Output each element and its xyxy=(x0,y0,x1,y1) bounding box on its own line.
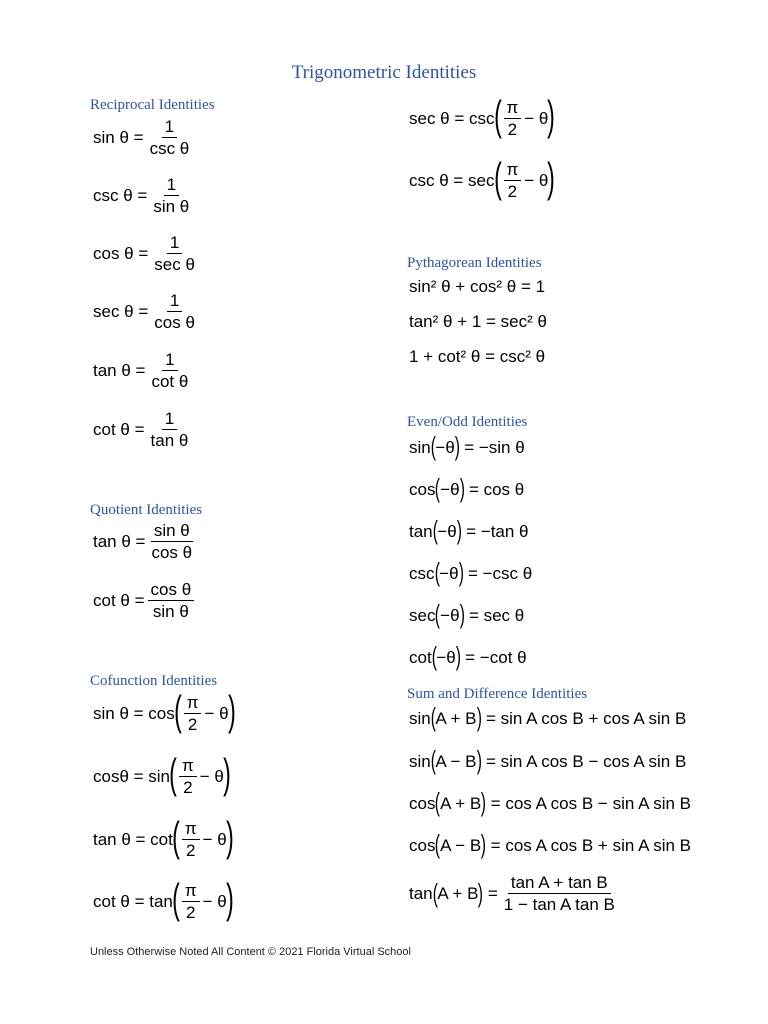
left-paren: ( xyxy=(432,877,438,908)
equation-lhs: sec θ = csc xyxy=(409,108,495,128)
heading-reciprocal: Reciprocal Identities xyxy=(90,97,215,113)
denominator: 2 xyxy=(507,119,518,139)
function-name: cos xyxy=(409,793,436,813)
right-paren: ) xyxy=(225,813,234,860)
numerator: sin θ xyxy=(151,522,193,542)
right-paren: ) xyxy=(454,431,460,461)
left-paren: ( xyxy=(172,875,180,922)
equation-rhs: = cos θ xyxy=(468,479,525,499)
equation-rhs: = −csc θ xyxy=(467,563,533,583)
left-paren: ( xyxy=(169,750,177,797)
left-paren: ( xyxy=(430,702,436,732)
equation-lhs: cosθ = sin xyxy=(93,766,171,786)
numerator: π xyxy=(504,99,522,119)
equation-tail: − θ xyxy=(204,703,229,723)
even-odd-identity xyxy=(409,431,525,461)
numerator: π xyxy=(182,882,200,902)
pythagorean-identity: 1 + cot² θ = csc² θ xyxy=(409,347,546,366)
sum-difference-identity xyxy=(409,745,687,775)
fraction xyxy=(148,410,192,449)
left-paren: ( xyxy=(493,154,502,201)
numerator: 1 xyxy=(167,292,182,312)
heading-pythagorean: Pythagorean Identities xyxy=(407,255,542,271)
equation-tail: − θ xyxy=(199,766,224,786)
reciprocal-identity xyxy=(93,292,201,331)
equation-rhs: = sin A cos B + cos A sin B xyxy=(485,708,687,728)
equation-rhs: = −sin θ xyxy=(464,437,525,457)
denominator: 1 − tan A tan B xyxy=(503,895,615,914)
left-paren: ( xyxy=(432,515,438,545)
equation-lhs: tan θ = xyxy=(93,532,146,551)
pythagorean-identity: tan² θ + 1 = sec² θ xyxy=(409,312,547,331)
cofunction-identity xyxy=(93,687,236,734)
right-paren: ) xyxy=(456,515,462,545)
argument: −θ xyxy=(439,563,459,583)
even-odd-identity xyxy=(409,557,533,587)
argument: −θ xyxy=(435,437,455,457)
reciprocal-identity xyxy=(93,410,194,449)
even-odd-identity xyxy=(409,641,527,671)
reciprocal-identity xyxy=(93,234,201,273)
cofunction-identity xyxy=(93,875,234,922)
right-paren: ) xyxy=(476,745,482,775)
numerator: 1 xyxy=(162,410,177,430)
footer-copyright: Unless Otherwise Noted All Content © 2021 Florida Virtual School xyxy=(90,946,411,958)
left-paren: ( xyxy=(430,431,436,461)
heading-cofunction: Cofunction Identities xyxy=(90,673,218,689)
numerator: π xyxy=(179,757,197,777)
reciprocal-identity xyxy=(93,351,194,390)
function-name: tan xyxy=(409,521,433,541)
equation-tail: − θ xyxy=(524,108,549,128)
right-paren: ) xyxy=(459,599,465,629)
left-paren: ( xyxy=(493,92,502,139)
left-paren: ( xyxy=(434,557,440,587)
equation-lhs: sin θ = cos xyxy=(93,703,175,723)
left-paren: ( xyxy=(430,745,436,775)
even-odd-identity xyxy=(409,473,525,503)
equals-sign: = xyxy=(487,884,498,903)
argument: A + B xyxy=(437,884,479,903)
equation-rhs: = −tan θ xyxy=(466,521,529,541)
equation-lhs: tan θ = xyxy=(93,361,146,380)
denominator: 2 xyxy=(507,181,518,201)
equation-rhs: = sin A cos B − cos A sin B xyxy=(485,751,687,771)
denominator: cos θ xyxy=(154,313,195,332)
equation-lhs: sin θ = xyxy=(93,128,144,147)
page-title: Trigonometric Identities xyxy=(291,62,477,83)
reciprocal-identity xyxy=(93,176,195,215)
denominator: csc θ xyxy=(149,139,190,158)
right-paren: ) xyxy=(459,473,465,503)
equation-rhs: = cos A cos B + sin A sin B xyxy=(490,835,692,855)
equation-lhs: cos θ = xyxy=(93,244,149,263)
numerator: 1 xyxy=(167,234,182,254)
fraction xyxy=(179,757,197,796)
cofunction-identity xyxy=(93,813,234,860)
fraction xyxy=(182,820,200,859)
function-name: sin xyxy=(409,751,431,771)
right-paren: ) xyxy=(547,92,556,139)
fraction xyxy=(148,351,191,390)
denominator: sec θ xyxy=(154,255,195,274)
fraction xyxy=(151,234,198,273)
left-paren: ( xyxy=(172,813,180,860)
function-name: sec xyxy=(409,605,436,625)
equation-rhs: = sec θ xyxy=(468,605,525,625)
equation-lhs: csc θ = xyxy=(93,186,148,205)
numerator: 1 xyxy=(162,351,177,371)
sum-difference-identity xyxy=(409,829,692,859)
denominator: cos θ xyxy=(151,543,193,562)
cofunction-identity xyxy=(409,154,556,201)
fraction xyxy=(148,581,195,620)
denominator: tan θ xyxy=(150,431,189,450)
function-name: cot xyxy=(409,647,432,667)
left-paren: ( xyxy=(431,641,437,671)
fraction xyxy=(147,118,193,157)
heading-even-odd: Even/Odd Identities xyxy=(407,414,528,430)
numerator: 1 xyxy=(164,176,179,196)
fraction xyxy=(150,176,192,215)
function-name: cos xyxy=(409,835,436,855)
fraction xyxy=(501,874,618,913)
reciprocal-identity xyxy=(93,118,195,157)
equation-tail: − θ xyxy=(524,170,549,190)
fraction xyxy=(151,292,198,331)
function-name: tan xyxy=(409,884,433,903)
fraction xyxy=(182,882,200,921)
left-paren: ( xyxy=(435,599,441,629)
left-paren: ( xyxy=(173,687,182,734)
argument: A + B xyxy=(440,793,482,813)
right-paren: ) xyxy=(225,875,234,922)
numerator: π xyxy=(504,161,522,181)
equation-lhs: cot θ = xyxy=(93,420,145,439)
function-name: csc xyxy=(409,563,435,583)
pythagorean-identity: sin² θ + cos² θ = 1 xyxy=(409,277,546,296)
tan-sum-identity xyxy=(409,874,621,913)
equation-tail: − θ xyxy=(202,829,227,849)
numerator: cos θ xyxy=(148,581,195,601)
right-paren: ) xyxy=(458,557,464,587)
right-paren: ) xyxy=(481,787,487,817)
numerator: 1 xyxy=(162,118,177,138)
quotient-identity xyxy=(93,581,197,620)
left-paren: ( xyxy=(435,787,441,817)
argument: −θ xyxy=(436,647,456,667)
argument: A − B xyxy=(435,751,477,771)
cofunction-identity xyxy=(409,92,556,139)
left-paren: ( xyxy=(435,829,441,859)
sum-difference-identity xyxy=(409,787,692,817)
denominator: 2 xyxy=(183,777,193,797)
equation-rhs: = cos A cos B − sin A sin B xyxy=(490,793,692,813)
numerator: π xyxy=(182,820,200,840)
argument: −θ xyxy=(440,479,460,499)
right-paren: ) xyxy=(227,687,236,734)
equation-tail: − θ xyxy=(202,891,227,911)
equation-lhs: sec θ = xyxy=(93,302,149,321)
function-name: sin xyxy=(409,437,431,457)
denominator: cot θ xyxy=(151,372,189,391)
even-odd-identity xyxy=(409,599,525,629)
cofunction-identity xyxy=(93,750,231,797)
function-name: sin xyxy=(409,708,431,728)
equation-rhs: = −cot θ xyxy=(465,647,527,667)
denominator: 2 xyxy=(186,902,196,922)
fraction xyxy=(504,99,522,138)
argument: A + B xyxy=(435,708,477,728)
equation-lhs: csc θ = sec xyxy=(409,170,495,190)
quotient-identity xyxy=(93,522,198,561)
right-paren: ) xyxy=(547,154,556,201)
right-paren: ) xyxy=(476,702,482,732)
numerator: tan A + tan B xyxy=(508,874,611,894)
heading-quotient: Quotient Identities xyxy=(90,502,203,518)
heading-sum-difference: Sum and Difference Identities xyxy=(407,686,588,702)
denominator: 2 xyxy=(186,840,196,860)
denominator: sin θ xyxy=(152,602,189,621)
right-paren: ) xyxy=(455,641,461,671)
argument: −θ xyxy=(437,521,457,541)
equation-lhs: cot θ = xyxy=(93,591,145,610)
fraction xyxy=(184,694,202,733)
sum-difference-identity xyxy=(409,702,687,732)
numerator: π xyxy=(184,694,202,714)
fraction xyxy=(504,161,522,200)
fraction xyxy=(148,522,195,561)
left-paren: ( xyxy=(435,473,441,503)
argument: A − B xyxy=(440,835,482,855)
denominator: sin θ xyxy=(153,197,190,216)
right-paren: ) xyxy=(223,750,231,797)
even-odd-identity xyxy=(409,515,529,545)
argument: −θ xyxy=(440,605,460,625)
equation-lhs: tan θ = cot xyxy=(93,829,173,849)
equation-lhs: cot θ = tan xyxy=(93,891,173,911)
denominator: 2 xyxy=(187,714,198,734)
function-name: cos xyxy=(409,479,436,499)
right-paren: ) xyxy=(478,877,484,908)
right-paren: ) xyxy=(481,829,487,859)
